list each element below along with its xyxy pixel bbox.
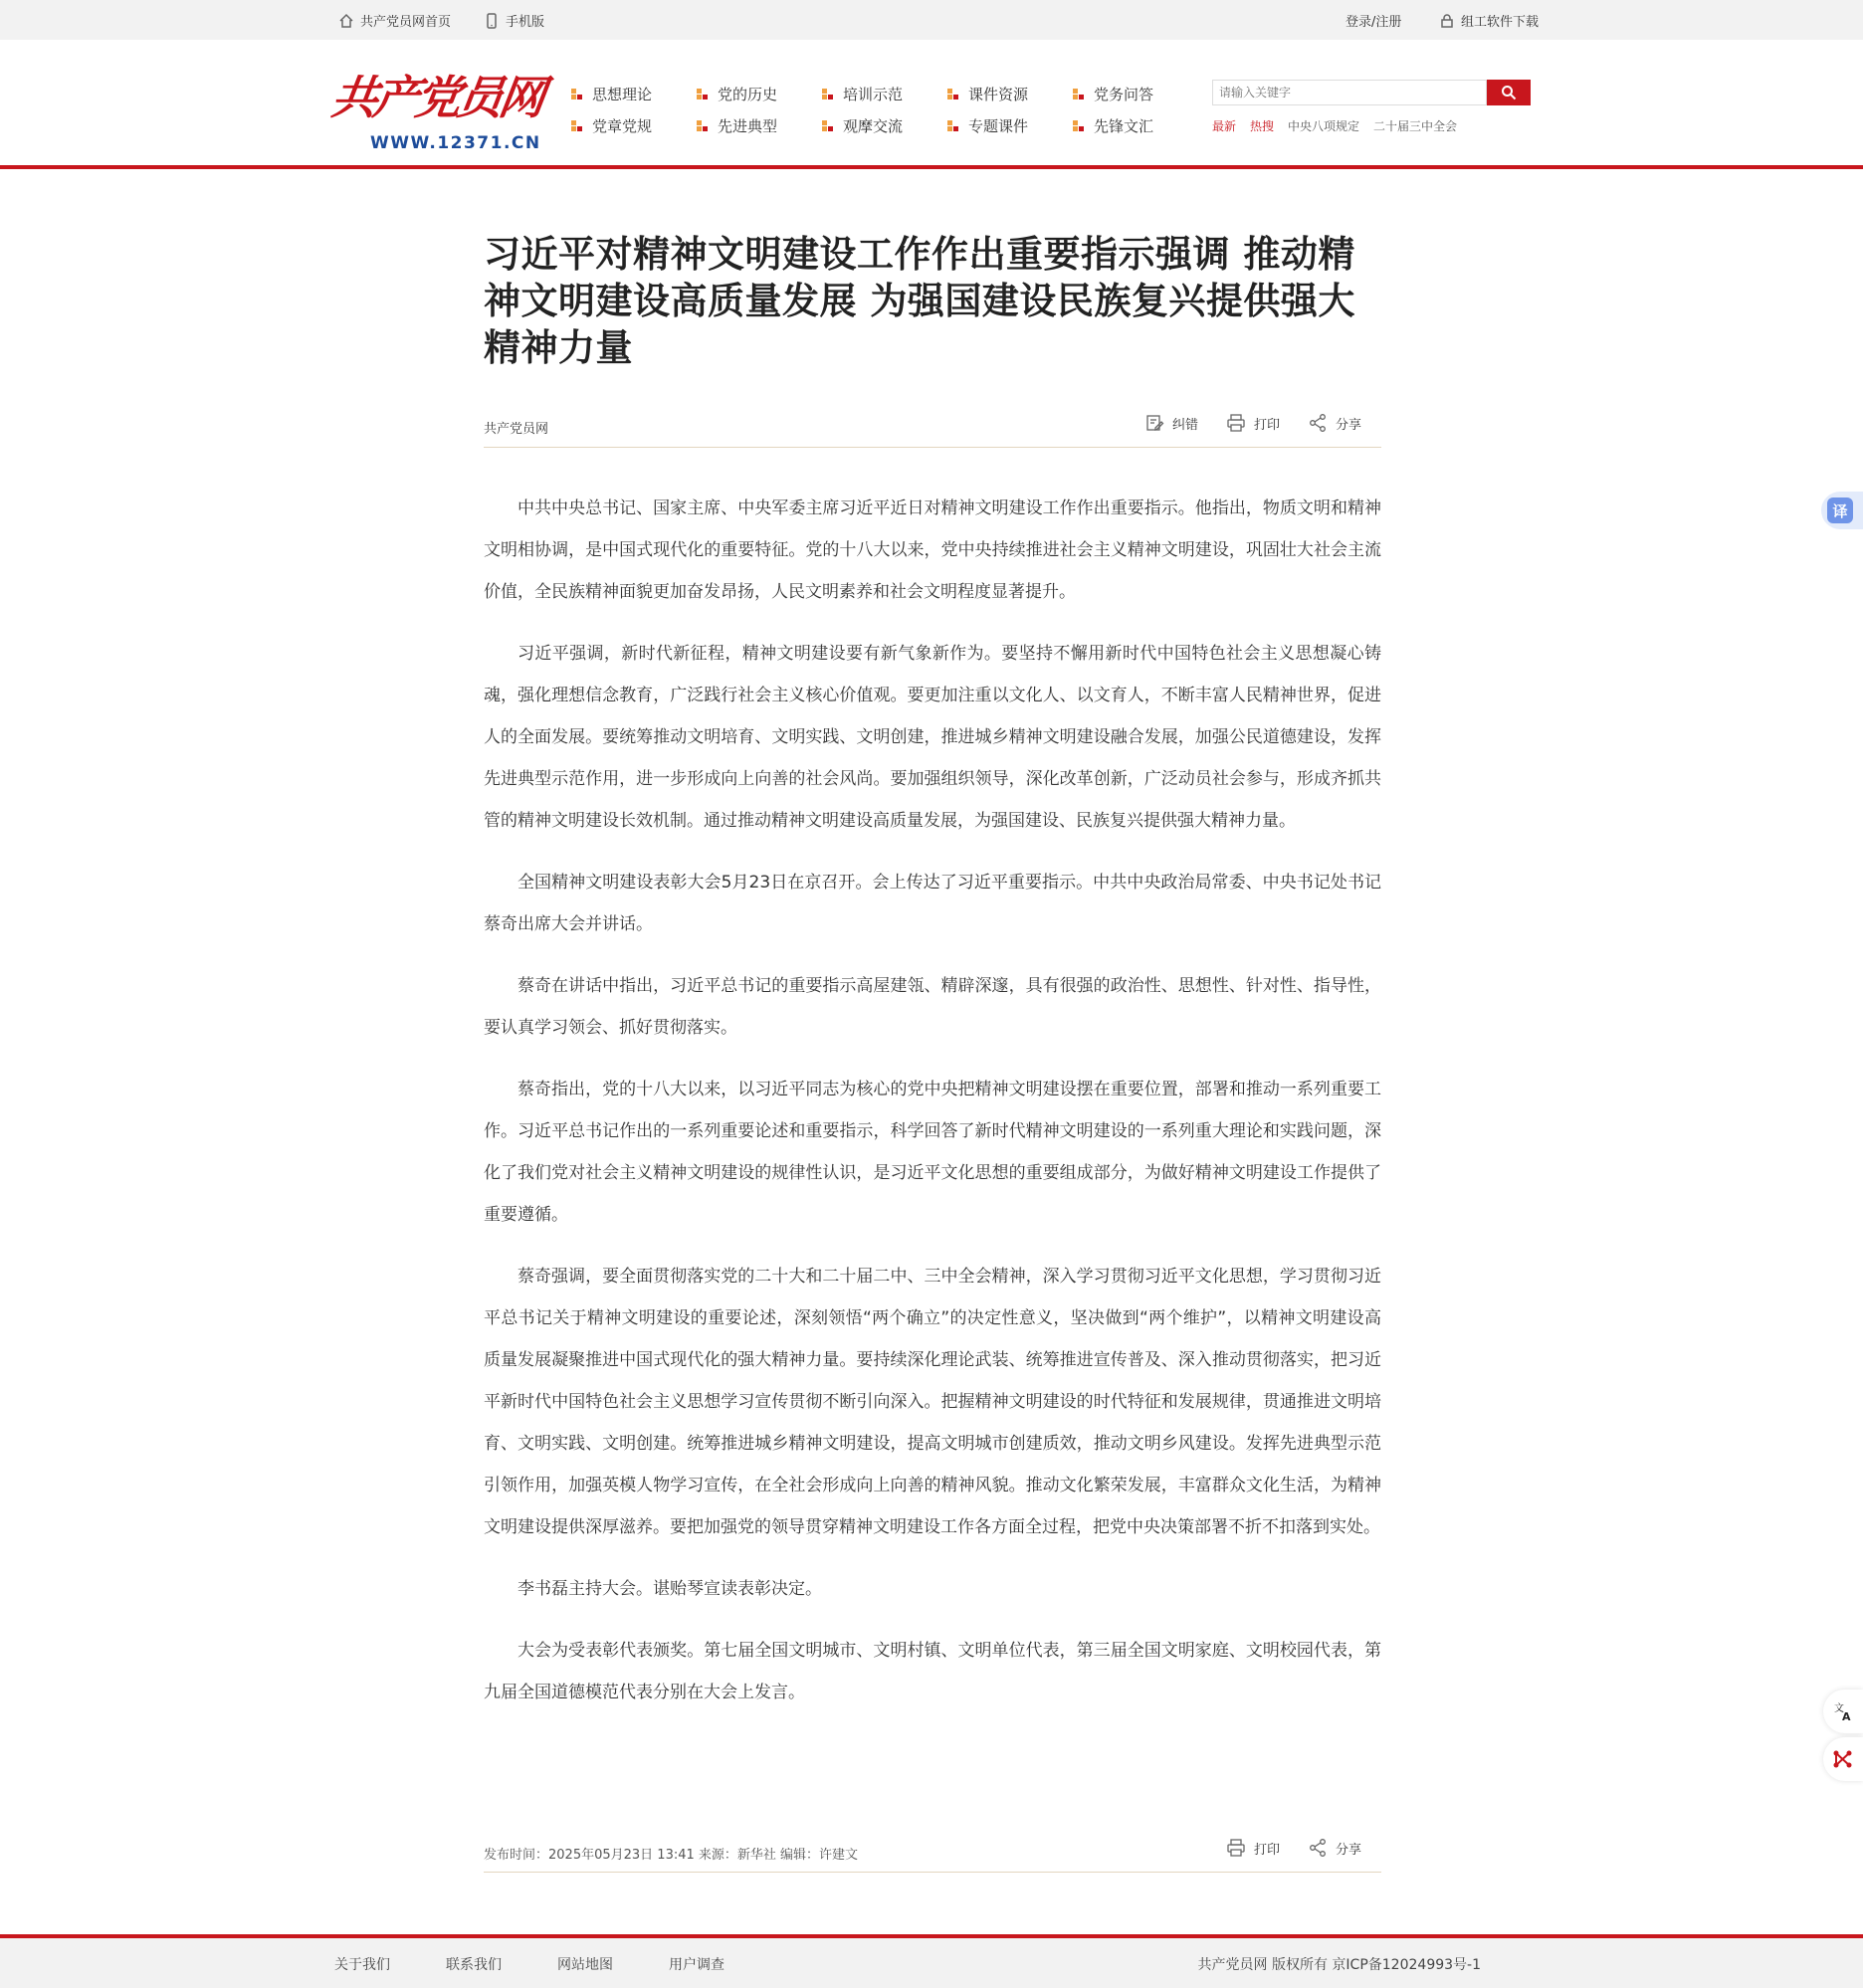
nav-bullet-icon xyxy=(1073,120,1084,131)
nav-bullet-icon xyxy=(697,89,708,99)
share-icon xyxy=(1308,1838,1328,1858)
logo-calligraphy: 共产党员网 xyxy=(327,71,545,124)
print-button[interactable] xyxy=(1226,413,1280,433)
site-logo[interactable] xyxy=(327,62,545,153)
article-meta xyxy=(484,408,1381,448)
footer-link-about[interactable]: 关于我们 xyxy=(334,1957,390,1973)
correct-label: 纠错 xyxy=(1171,417,1198,433)
mobile-link-label: 手机版 xyxy=(506,15,545,30)
footer-link-survey[interactable]: 用户调查 xyxy=(669,1957,724,1973)
nav-item-writings[interactable] xyxy=(1073,115,1153,136)
article-paragraph: 李书磊主持大会。谌贻琴宣读表彰决定。 xyxy=(518,1579,822,1599)
article-paragraph: 大会为受表彰代表颁奖。第七届全国文明城市、文明村镇、文明单位代表，第三届全国文明家庭、文明校园代表，第九届全国道德模范代表分别在大会上发言。 xyxy=(484,1641,1381,1702)
nav-item-history[interactable] xyxy=(697,84,777,104)
nav-bullet-icon xyxy=(947,120,958,131)
language-button[interactable] xyxy=(1823,1690,1863,1733)
header-divider xyxy=(0,165,1863,169)
nav-bullet-icon xyxy=(571,120,582,131)
share-button[interactable] xyxy=(1308,413,1361,433)
print-label: 打印 xyxy=(1253,417,1280,433)
hot-tag[interactable]: 中央八项规定 xyxy=(1288,119,1360,133)
svg-text:A: A xyxy=(1842,1710,1851,1722)
search-icon xyxy=(1501,85,1517,100)
print-icon xyxy=(1226,413,1246,433)
article-footer-meta xyxy=(484,1833,1381,1873)
nav-item-training[interactable] xyxy=(822,84,903,104)
mobile-link[interactable] xyxy=(484,11,544,30)
share-button[interactable] xyxy=(1308,1838,1361,1858)
network-icon xyxy=(1832,1748,1854,1770)
article xyxy=(484,231,1381,1702)
home-icon xyxy=(338,13,354,29)
nav-item-theory[interactable] xyxy=(571,84,652,104)
article-footer-tools xyxy=(1226,1838,1361,1858)
article-title: 习近平对精神文明建设工作作出重要指示强调 推动精神文明建设高质量发展 为强国建设民族复兴提供强大精神力量 xyxy=(484,233,1355,369)
download-link[interactable] xyxy=(1439,11,1539,30)
nav-item-courseware[interactable] xyxy=(947,84,1028,104)
nav-label: 党章党规 xyxy=(592,117,653,135)
nav-item-exchange[interactable] xyxy=(822,115,903,136)
login-link-label: 登录/注册 xyxy=(1346,15,1402,30)
home-link-label: 共产党员网首页 xyxy=(360,15,452,30)
hot-tags xyxy=(1212,117,1457,134)
footer-links xyxy=(334,1954,724,1974)
copyright: 共产党员网 版权所有 京ICP备12024993号-1 xyxy=(1197,1957,1481,1973)
article-paragraph: 蔡奇强调，要全面贯彻落实党的二十大和二十届二中、三中全会精神，深入学习贯彻习近平文化思想，学习贯彻习近平总书记关于精神文明建设的重要论述，深刻领悟“两个确立”的决定性意义，坚决做到“两个维护”，以精神文明建设高质量发展凝聚推进中国式现代化的强大精神力量。要持续深化理论武装、统筹推进宣传普及、深入推动贯彻落实，把习近平新时代中国特色社会主义思想学习宣传贯彻不断引向深入。把握精神文明建设的时代特征和发展规律，贯通推进文明培育、文明实践、文明创建。统筹推进城乡精神文明建设，提高文明城市创建质效，推动文明乡风建设。发挥先进典型示范引领作用，加强英模人物学习宣传，在全社会形成向上向善的精神风貌。推动文化繁荣发展，丰富群众文化生活，为精神文明建设提供深厚滋养。要把加强党的领导贯穿精神文明建设工作各方面全过程，把党中央决策部署不折不扣落到实处。 xyxy=(484,1267,1381,1537)
site-footer xyxy=(0,1938,1863,1988)
svg-text:文: 文 xyxy=(1834,1703,1844,1714)
article-paragraph: 全国精神文明建设表彰大会5月23日在京召开。会上传达了习近平重要指示。中共中央政治局常委、中央书记处书记蔡奇出席大会并讲话。 xyxy=(484,873,1381,934)
search-button[interactable] xyxy=(1487,80,1531,105)
print-button[interactable] xyxy=(1226,1838,1280,1858)
nav-label: 党务问答 xyxy=(1094,86,1154,103)
nav-label: 先进典型 xyxy=(718,117,778,135)
translate-icon: 译 xyxy=(1827,497,1853,523)
assistant-button[interactable] xyxy=(1823,1737,1863,1781)
nav-label: 先锋文汇 xyxy=(1094,117,1154,135)
footer-link-contact[interactable]: 联系我们 xyxy=(446,1957,502,1973)
article-source: 共产党员网 xyxy=(484,422,549,437)
search-box xyxy=(1212,80,1531,105)
article-paragraph: 蔡奇指出，党的十八大以来，以习近平同志为核心的党中央把精神文明建设摆在重要位置，部署和推动一系列重要工作。习近平总书记作出的一系列重要论述和重要指示，科学回答了新时代精神文明建设的一系列重大理论和实践问题，深化了我们党对社会主义精神文明建设的规律性认识，是习近平文化思想的重要组成部分，为做好精神文明建设工作提供了重要遵循。 xyxy=(484,1080,1381,1225)
publish-info: 发布时间：2025年05月23日 13:41 来源：新华社 编辑：许建文 xyxy=(484,1848,859,1863)
hot-tag[interactable]: 二十届三中全会 xyxy=(1373,119,1458,133)
article-paragraph: 中共中央总书记、国家主席、中央军委主席习近平近日对精神文明建设工作作出重要指示。他指出，物质文明和精神文明相协调，是中国式现代化的重要特征。党的十八大以来，党中央持续推进社会主义精神文明建设，巩固壮大社会主流价值，全民族精神面貌更加奋发昂扬，人民文明素养和社会文明程度显著提升。 xyxy=(484,498,1381,602)
home-link[interactable] xyxy=(338,11,451,30)
nav-item-qa[interactable] xyxy=(1073,84,1153,104)
nav-bullet-icon xyxy=(697,120,708,131)
nav-bullet-icon xyxy=(1073,89,1084,99)
login-link[interactable] xyxy=(1346,11,1401,30)
top-bar xyxy=(0,0,1863,40)
latest-link[interactable]: 最新 xyxy=(1212,119,1237,133)
hot-search-link[interactable]: 热搜 xyxy=(1250,119,1275,133)
nav-item-rules[interactable] xyxy=(571,115,652,136)
nav-bullet-icon xyxy=(822,120,833,131)
nav-bullet-icon xyxy=(947,89,958,99)
nav-label: 培训示范 xyxy=(843,86,904,103)
translate-tab[interactable] xyxy=(1821,492,1863,529)
article-paragraph: 习近平强调，新时代新征程，精神文明建设要有新气象新作为。要坚持不懈用新时代中国特色社会主义思想凝心铸魂，强化理想信念教育，广泛践行社会主义核心价值观。要更加注重以文化人、以文育人，不断丰富人民精神世界，促进人的全面发展。要统筹推动文明培育、文明实践、文明创建，推进城乡精神文明建设融合发展，加强公民道德建设，发挥先进典型示范作用，进一步形成向上向善的社会风尚。要加强组织领导，深化改革创新，广泛动员社会参与，形成齐抓共管的精神文明建设长效机制。通过推动精神文明建设高质量发展，为强国建设、民族复兴提供强大精神力量。 xyxy=(484,644,1381,831)
mobile-icon xyxy=(484,13,500,29)
nav-label: 专题课件 xyxy=(968,117,1029,135)
logo-url: WWW.12371.CN xyxy=(370,133,541,153)
article-paragraph: 蔡奇在讲话中指出，习近平总书记的重要指示高屋建瓴、精辟深邃，具有很强的政治性、思想性、针对性、指导性，要认真学习领会、抓好贯彻落实。 xyxy=(484,976,1381,1038)
nav-label: 党的历史 xyxy=(718,86,778,103)
print-icon xyxy=(1226,1838,1246,1858)
edit-icon xyxy=(1144,413,1164,433)
share-label: 分享 xyxy=(1335,1842,1361,1858)
nav-label: 课件资源 xyxy=(968,86,1029,103)
search-input[interactable] xyxy=(1212,80,1487,105)
print-label: 打印 xyxy=(1253,1842,1280,1858)
nav-label: 思想理论 xyxy=(592,86,653,103)
share-icon xyxy=(1308,413,1328,433)
nav-bullet-icon xyxy=(571,89,582,99)
article-tools xyxy=(1144,413,1361,433)
footer-link-sitemap[interactable]: 网站地图 xyxy=(557,1957,613,1973)
lock-icon xyxy=(1439,13,1455,29)
nav-label: 观摩交流 xyxy=(843,117,904,135)
download-link-label: 组工软件下载 xyxy=(1461,15,1540,30)
correct-button[interactable] xyxy=(1144,413,1198,433)
share-label: 分享 xyxy=(1335,417,1361,433)
site-header xyxy=(0,40,1863,165)
nav-bullet-icon xyxy=(822,89,833,99)
nav-item-special[interactable] xyxy=(947,115,1028,136)
language-icon xyxy=(1832,1700,1854,1722)
nav-item-models[interactable] xyxy=(697,115,777,136)
article-body xyxy=(484,488,1381,1733)
